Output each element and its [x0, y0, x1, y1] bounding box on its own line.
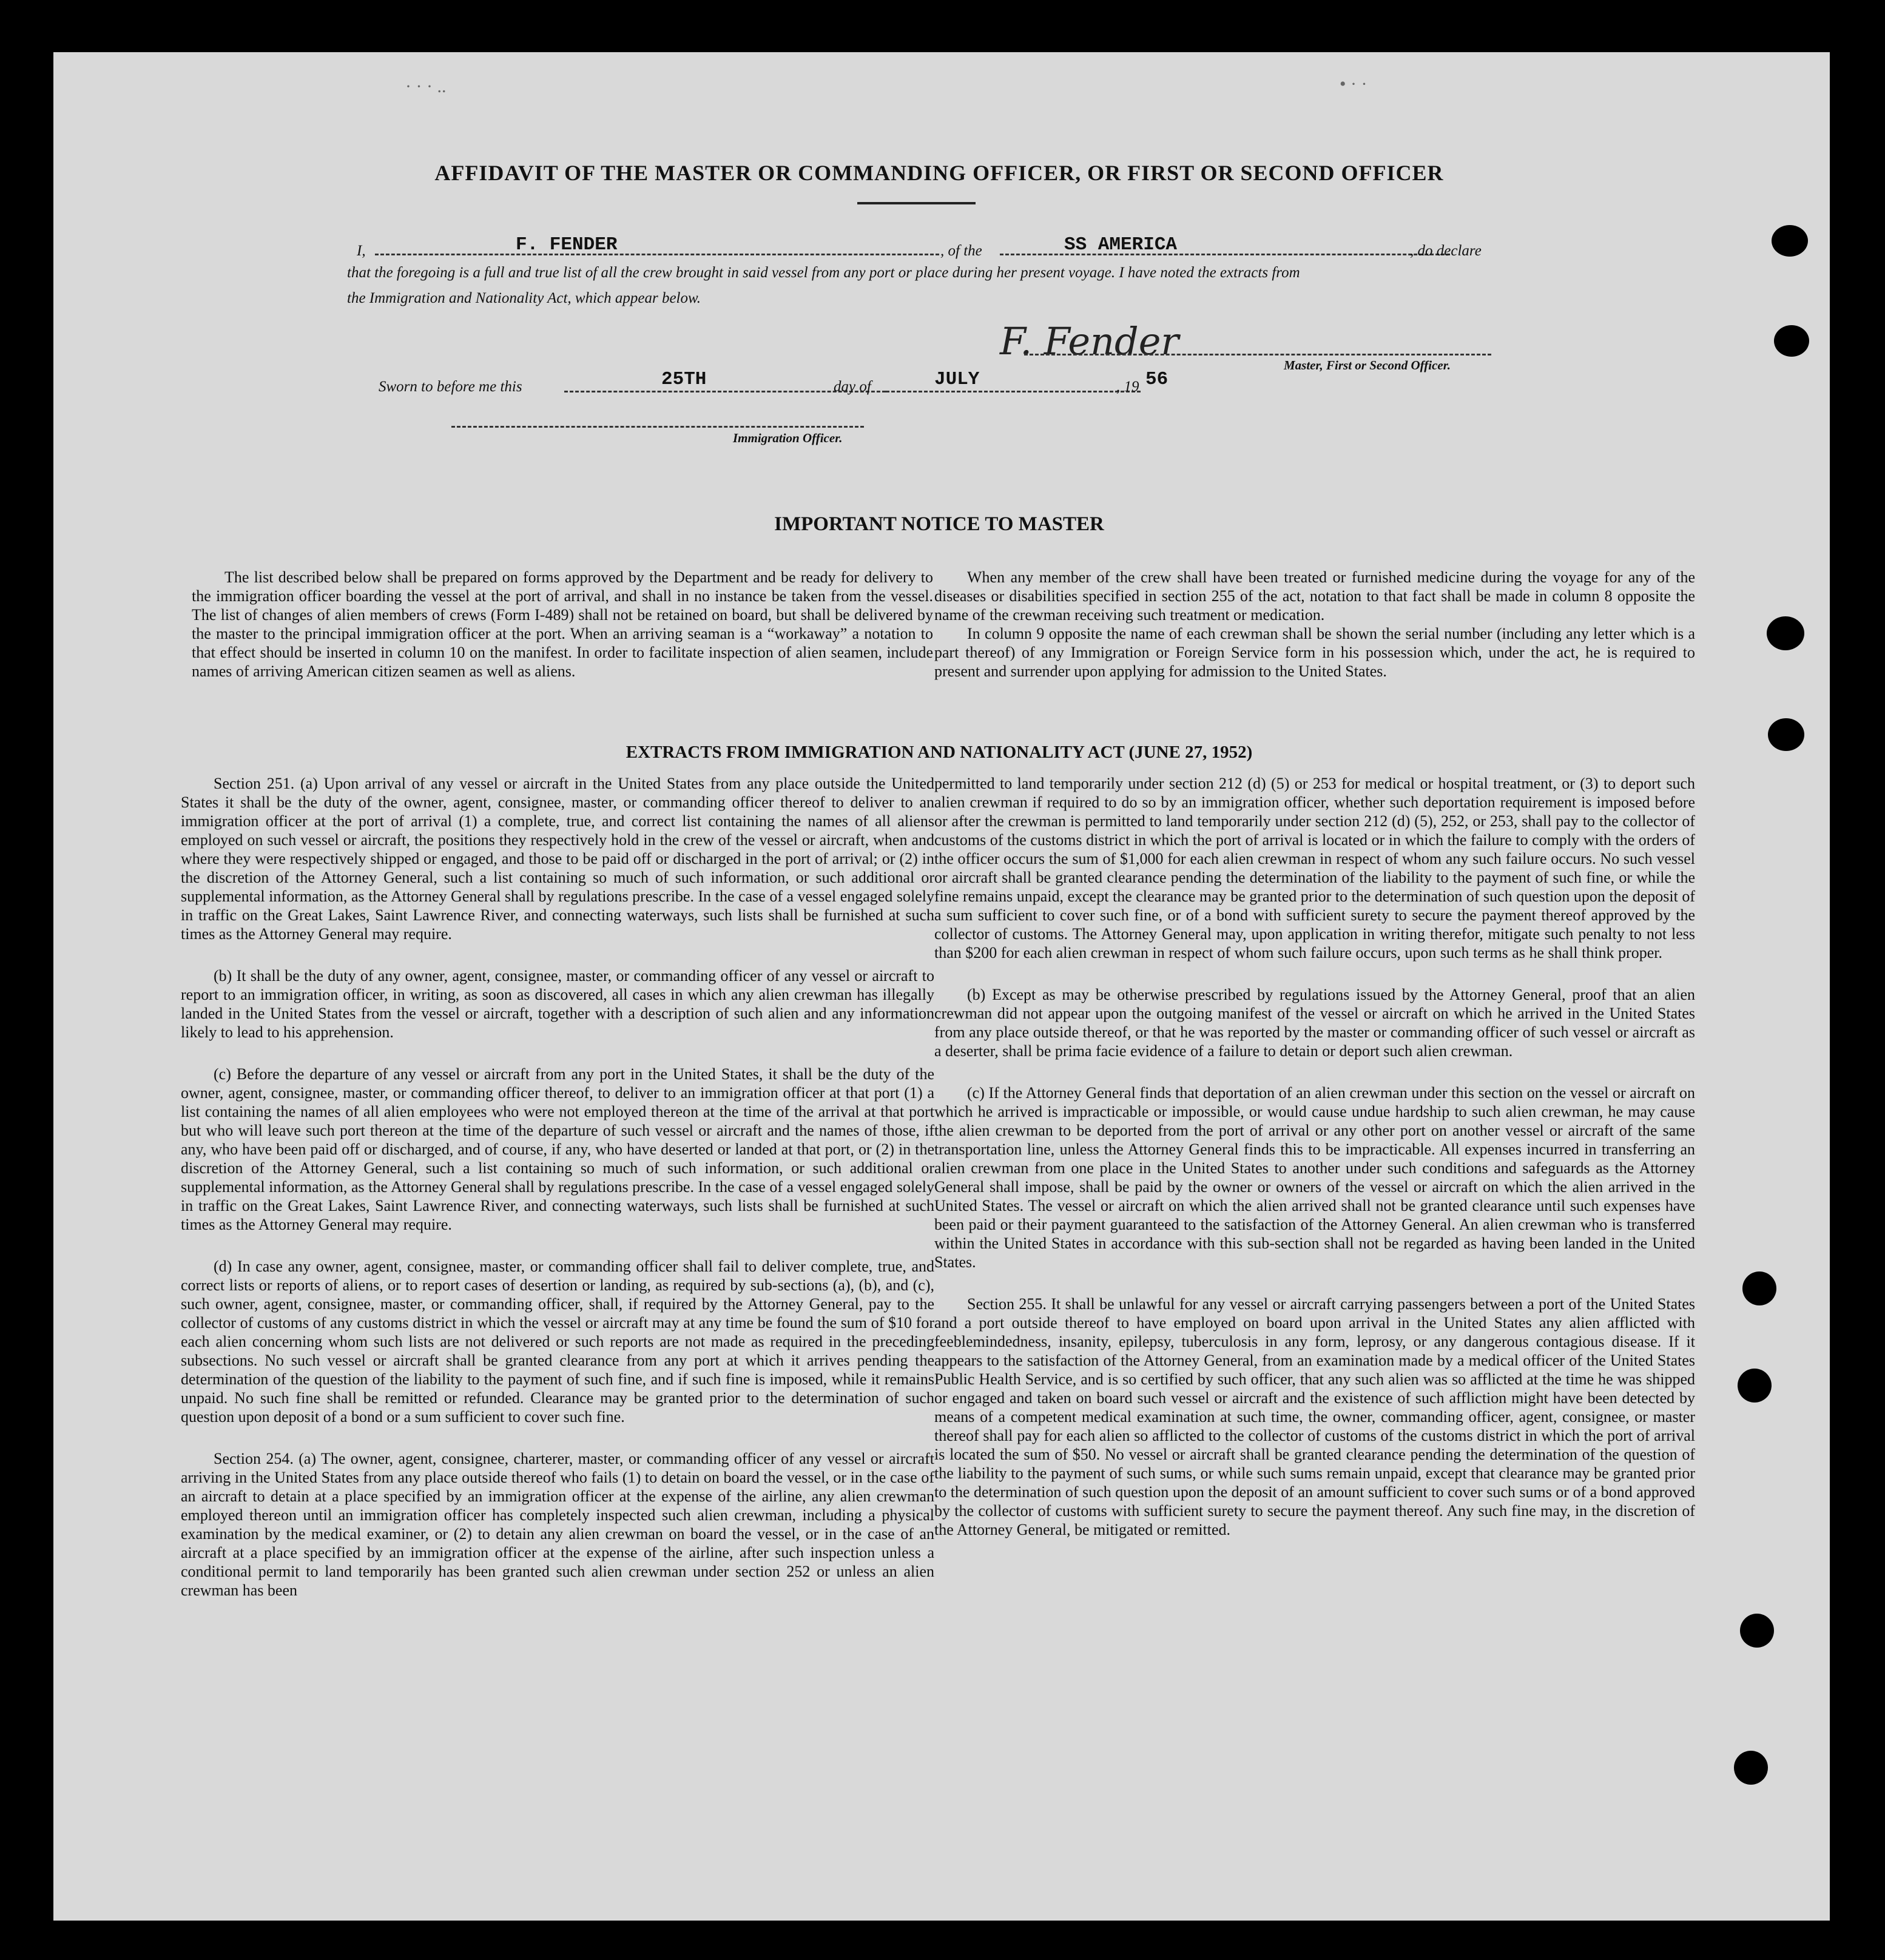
notice-right-column	[934, 568, 1695, 688]
scan-mark: · · · ..	[405, 76, 447, 96]
punch-hole	[1772, 225, 1808, 257]
signature-caption: Master, First or Second Officer.	[1284, 358, 1451, 372]
section-251-b: (b) It shall be the duty of any owner, agent, consignee, master, or commanding officer of any vessel or aircraft to report to an immigration officer, in writing, as soon as discovered, all cases in which any alien crewman has illegally landed in the United States from the vessel or aircraft, together with a description of such alien and any information likely to lead to his apprehension.	[181, 967, 934, 1041]
punch-hole	[1767, 616, 1804, 650]
punch-hole	[1768, 718, 1804, 751]
name-line	[375, 254, 939, 255]
do-declare-label: , do declare	[1410, 243, 1482, 259]
vessel-name: SS AMERICA	[1064, 234, 1178, 255]
immigration-officer-caption: Immigration Officer.	[733, 431, 843, 445]
notice-right-paragraph-1: When any member of the crew shall have been treated or furnished medicine during the voyage for any of the diseases or disabilities specified in section 255 of the act, notation to that fact shall be made in column 8 opposite the name of the crewman receiving such treatment or medication.	[934, 568, 1695, 624]
punch-hole	[1740, 1614, 1774, 1648]
section-251-d: (d) In case any owner, agent, consignee, master, or commanding officer shall fail to deliver complete, true, and correct lists or reports of aliens, or to report cases of desertion or landing, as required by sub-sections (a), (b), and (c), such owner, agent, consignee, master, or commanding officer, shall, if required by the Attorney General, pay to the collector of customs of any customs district in which the vessel or aircraft may at any time be found the sum of $10 for each alien concerning whom such lists are not delivered or such reports are not made as required in the preceding subsections. No such vessel or aircraft shall be granted clearance from any port at which it arrives pending the determination of the question of the liability to the payment of such fine, and if such fine is imposed, while it remains unpaid. No such fine shall be remitted or refunded. Clearance may be granted prior to the determination of such question upon deposit of a bond or a sum sufficient to cover such fine.	[181, 1258, 934, 1426]
day-of-label: day of	[834, 379, 871, 395]
punch-hole	[1774, 325, 1809, 357]
declaration-prefix: I,	[357, 243, 366, 259]
sworn-day: 25TH	[661, 369, 707, 390]
extracts-title: EXTRACTS FROM IMMIGRATION AND NATIONALITY ACT (JUNE 27, 1952)	[626, 743, 1253, 762]
notice-left-paragraph: The list described below shall be prepared on forms approved by the Department and be ready for delivery to the immigration officer boarding the vessel at the port of arrival, and shall in no instance be taken from the vessel. The list of changes of alien members of crews (Form I-489) shall not be retained on board, but shall be delivered by the master to the principal immigration officer at the port. When an arriving seaman is a “workaway” a notation to that effect should be inserted in column 10 on the manifest. In order to facilitate inspection of alien seamen, include names of arriving American citizen seamen as well as aliens.	[192, 568, 933, 680]
punch-hole	[1734, 1751, 1768, 1785]
section-255: Section 255. It shall be unlawful for any vessel or aircraft carrying passengers between a port of the United States and a port outside thereof to have employed on board upon arrival in the United States any alien afflicted with feeblemindedness, insanity, epilepsy, tuberculosis in any form, leprosy, or any dangerous contagious disease. If it appears to the satisfaction of the Attorney General, from an examination made by a medical officer of the United States Public Health Service, and is so certified by such officer, that any such alien was so afflicted at the time he was shipped or engaged and taken on board such vessel or aircraft and the existence of such affliction might have been detected by means of a competent medical examination at such time, the owner, commanding officer, agent, consignee, or master thereof shall pay for each alien so afflicted to the collector of customs of the customs district in which the port of arrival is located the sum of $50. No vessel or aircraft shall be granted clearance pending the determination of the question of the liability to the payment of such sums, or while such sums remain unpaid, except that clearance may be granted prior to the determination of such question upon the deposit of an amount sufficient to cover such sums or of a bond approved by the collector of customs with sufficient surety to secure the payment thereof. Any such fine may, in the discretion of the Attorney General, be mitigated or remitted.	[934, 1295, 1695, 1538]
punch-hole	[1738, 1369, 1772, 1403]
section-254-c: (c) If the Attorney General finds that deportation of an alien crewman under this section on the vessel or aircraft on which he arrived is impracticable or impossible, or would cause undue hardship to such alien crewman, he may cause the alien crewman to be deported from the port of arrival or any other port on another vessel or aircraft of the same transportation line, unless the Attorney General finds this to be impracticable. All expenses incurred in transferring an alien crewman from one place in the United States to another under such conditions and safeguards as the Attorney General shall impose, shall be paid by the owner or owners of the vessel or aircraft on which the alien arrived in the United States. The vessel or aircraft on which the alien arrived shall not be granted clearance until such expenses have been paid or their payment guaranteed to the satisfaction of the Attorney General. An alien crewman who is transferred within the United States in accordance with this sub-section shall not be regarded as having been landed in the United States.	[934, 1084, 1695, 1271]
title-underline	[857, 202, 976, 204]
extracts-right-column	[934, 774, 1695, 1546]
master-name: F. FENDER	[516, 234, 618, 255]
notice-right-paragraph-2: In column 9 opposite the name of each crewman shall be shown the serial number (including any letter which is a part thereof) of any Immigration or Foreign Service form in his possession which, under the act, he is required to present and surrender upon applying for admission to the United States.	[934, 625, 1695, 680]
notice-left-column	[192, 568, 933, 688]
year-prefix: , 19	[1116, 379, 1139, 395]
of-the-label: , of the	[940, 243, 982, 259]
section-254-a-continued: permitted to land temporarily under section 212 (d) (5) or 253 for medical or hospital treatment, or (3) to deport such alien crewman if required to do so by an immigration officer, whether such deportation requirement is imposed before or after the crewman is permitted to land temporarily under section 212 (d) (5), 252, or 253, shall pay to the collector of customs of the customs district in which the port of arrival is located or in which the failure to comply with the orders of the officer occurs the sum of $1,000 for each alien crewman in respect of whom any such failure occurs. No such vessel or aircraft shall be granted clearance pending the determination of the liability to the payment of such fine, or while the fine remains unpaid, except the clearance may be granted prior to the determination of such question upon the deposit of a sum sufficient to cover such fine, or of a bond with sufficient surety to secure the payment thereof approved by the collector of customs. The Attorney General may, upon application in writing therefor, mitigate such penalty to not less than $200 for each alien crewman in respect of whom such failure occurs, upon such terms as he shall think proper.	[934, 775, 1695, 961]
declaration-statement: that the foregoing is a full and true list of all the crew brought in said vessel from any port or place during her present voyage. I have noted the extracts from	[347, 264, 1300, 281]
scan-mark: • · ·	[1340, 74, 1367, 94]
section-251-a: Section 251. (a) Upon arrival of any vessel or aircraft in the United States from any place outside the United States it shall be the duty of the owner, agent, consignee, master, or commanding officer thereof to deliver to an immigration officer at the port of arrival (1) a complete, true, and correct list containing the names of all aliens employed on such vessel or aircraft, the positions they respectively hold in the crew of the vessel or aircraft, when and where they were respectively shipped or engaged, and those to be paid off or discharged in the port of arrival; or (2) in the discretion of the Attorney General, such a list containing so much of such information, or such additional or supplemental information, as the Attorney General shall by regulations prescribe. In the case of a vessel engaged solely in traffic on the Great Lakes, Saint Lawrence River, and connecting waterways, such lists shall be furnished at such times as the Attorney General may require.	[181, 775, 934, 943]
section-251-c: (c) Before the departure of any vessel or aircraft from any port in the United States, it shall be the duty of the owner, agent, consignee, master, or commanding officer thereof, to deliver to an immigration officer at that port (1) a list containing the names of all alien employees who were not employed thereon at the time of the arrival at that port but who will leave such port thereon at the time of the departure of such vessel or aircraft and the names of those, if any, who have been paid off or discharged, and of course, if any, who have deserted or landed at that port, or (2) in the discretion of the Attorney General, such a list containing so much of such information, or such additional or supplemental information, as the Attorney General shall by regulations prescribe. In the case of a vessel engaged solely in traffic on the Great Lakes, Saint Lawrence River, and connecting waterways, such lists shall be furnished at such times as the Attorney General may require.	[181, 1065, 934, 1233]
signature-line	[1024, 354, 1491, 355]
punch-hole	[1742, 1271, 1776, 1305]
section-254-a: Section 254. (a) The owner, agent, consignee, charterer, master, or commanding officer of any vessel or aircraft arriving in the United States from any place outside thereof who fails (1) to detain on board the vessel, or in the case of an aircraft to detain at a place specified by an immigration officer at the expense of the airline, any alien crewman employed thereon until an immigration officer has completely inspected such alien crewman, including a physical examination by the medical examiner, or (2) to detain any alien crewman on board the vessel, or in the case of an aircraft at a place specified by an immigration officer at the expense of the airline, after such inspection unless a conditional permit to land temporarily has been granted such alien crewman under section 252 or unless an alien crewman has been	[181, 1450, 934, 1599]
sworn-year: 56	[1145, 369, 1168, 390]
declaration-statement-end: the Immigration and Nationality Act, which appear below.	[347, 290, 701, 306]
notice-title: IMPORTANT NOTICE TO MASTER	[774, 513, 1104, 535]
sworn-prefix: Sworn to before me this	[379, 379, 522, 395]
immigration-officer-line	[451, 426, 864, 428]
sworn-month: JULY	[934, 369, 980, 390]
month-line	[886, 391, 1141, 392]
master-signature: F. Fender	[1000, 319, 1179, 363]
section-254-b: (b) Except as may be otherwise prescribed by regulations issued by the Attorney General, proof that an alien crewman did not appear upon the outgoing manifest of the vessel or aircraft on which he arrived in the United States from any place outside thereof, or that he was reported by the master or commanding officer of such vessel or aircraft as a deserter, shall be prima facie evidence of a failure to detain or deport such alien crewman.	[934, 986, 1695, 1060]
extracts-left-column	[181, 774, 934, 1607]
affidavit-title: AFFIDAVIT OF THE MASTER OR COMMANDING OFFICER, OR FIRST OR SECOND OFFICER	[434, 161, 1444, 185]
document-page	[53, 52, 1830, 1921]
